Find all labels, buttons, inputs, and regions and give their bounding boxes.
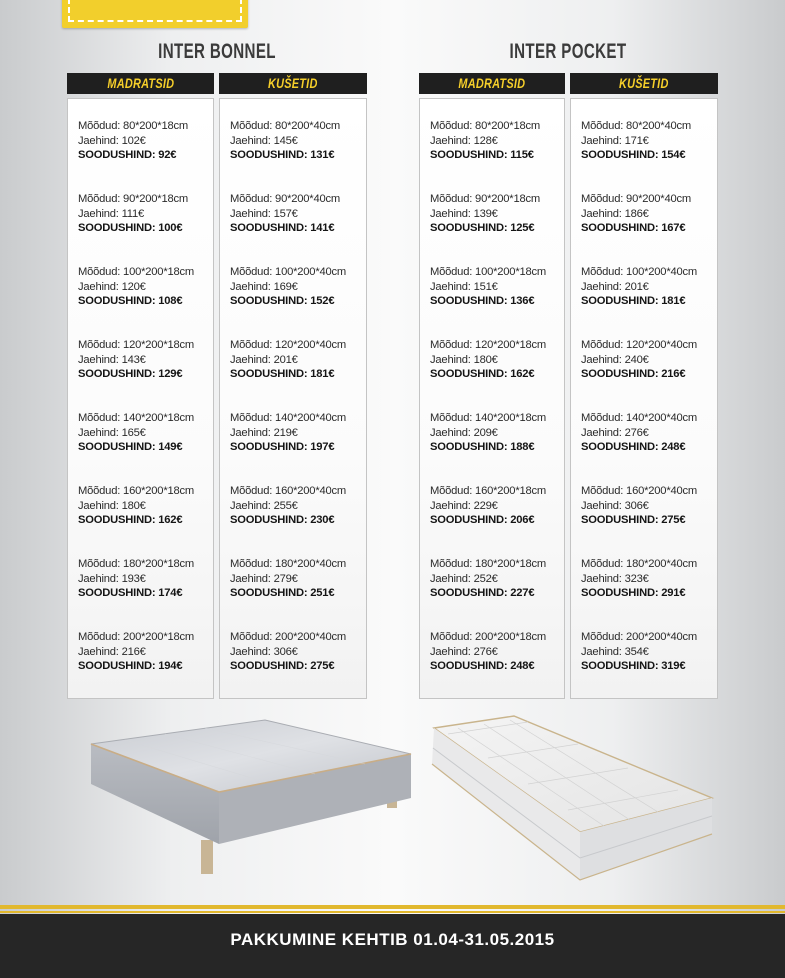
entry-size: Mõõdud: 160*200*18cm — [430, 485, 547, 497]
entry-sale-price: SOODUSHIND: 136€ — [430, 295, 535, 308]
entry-sale-price: SOODUSHIND: 206€ — [430, 514, 535, 527]
entry-size: Mõõdud: 100*200*18cm — [430, 266, 547, 278]
entry-sale-price: SOODUSHIND: 275€ — [230, 660, 335, 673]
footer-accent-line — [0, 905, 785, 909]
entry-sale-price: SOODUSHIND: 248€ — [581, 441, 686, 454]
entry-sale-price: SOODUSHIND: 115€ — [430, 149, 534, 162]
entry-size: Mõõdud: 160*200*18cm — [78, 485, 195, 497]
entry-sale-price: SOODUSHIND: 141€ — [230, 222, 335, 235]
entry-sale-price: SOODUSHIND: 167€ — [581, 222, 686, 235]
entry-sale-price: SOODUSHIND: 108€ — [78, 295, 183, 308]
price-entry — [430, 484, 570, 528]
entry-sale-price: SOODUSHIND: 174€ — [78, 587, 183, 600]
entry-sale-price: SOODUSHIND: 154€ — [581, 149, 686, 162]
entry-size: Mõõdud: 180*200*40cm — [581, 558, 698, 570]
entry-sale-price: SOODUSHIND: 251€ — [230, 587, 335, 600]
entry-regular-price: Jaehind: 165€ — [78, 426, 146, 439]
price-entry — [230, 265, 370, 309]
entry-sale-price: SOODUSHIND: 216€ — [581, 368, 686, 381]
price-entry — [581, 265, 721, 309]
entry-regular-price: Jaehind: 306€ — [230, 645, 298, 658]
entry-regular-price: Jaehind: 219€ — [230, 426, 298, 439]
price-entry — [230, 630, 370, 674]
price-entry — [230, 484, 370, 528]
entry-size: Mõõdud: 100*200*40cm — [581, 266, 698, 278]
entry-sale-price: SOODUSHIND: 194€ — [78, 660, 183, 673]
entry-sale-price: SOODUSHIND: 162€ — [430, 368, 535, 381]
entry-regular-price: Jaehind: 252€ — [430, 572, 498, 585]
price-entry — [78, 265, 218, 309]
entry-sale-price: SOODUSHIND: 92€ — [78, 149, 177, 162]
entry-size: Mõõdud: 160*200*40cm — [230, 485, 347, 497]
entry-regular-price: Jaehind: 180€ — [430, 353, 498, 366]
price-entry — [230, 557, 370, 601]
entry-regular-price: Jaehind: 186€ — [581, 207, 649, 220]
column-header-bonnel-kusetid: KUŠETID — [219, 73, 367, 94]
price-list-pocket-madratsid — [419, 98, 565, 699]
entry-sale-price: SOODUSHIND: 181€ — [581, 295, 686, 308]
entry-sale-price: SOODUSHIND: 100€ — [78, 222, 183, 235]
footer-accent-line-thin — [0, 911, 785, 913]
entry-size: Mõõdud: 140*200*18cm — [78, 412, 195, 424]
entry-regular-price: Jaehind: 111€ — [78, 207, 145, 220]
entry-size: Mõõdud: 120*200*40cm — [581, 339, 698, 351]
pocket-mattress-image — [428, 712, 718, 890]
entry-size: Mõõdud: 90*200*40cm — [230, 193, 341, 205]
price-entry — [230, 192, 370, 236]
price-entry — [581, 484, 721, 528]
price-entry — [230, 411, 370, 455]
price-entry — [430, 630, 570, 674]
entry-size: Mõõdud: 160*200*40cm — [581, 485, 698, 497]
offer-validity-banner: PAKKUMINE KEHTIB 01.04-31.05.2015 — [0, 914, 785, 978]
price-entry — [430, 557, 570, 601]
price-entry — [78, 630, 218, 674]
entry-size: Mõõdud: 120*200*18cm — [430, 339, 547, 351]
entry-sale-price: SOODUSHIND: 125€ — [430, 222, 535, 235]
column-header-pocket-madratsid: MADRATSID — [419, 73, 565, 94]
entry-regular-price: Jaehind: 139€ — [430, 207, 498, 220]
entry-regular-price: Jaehind: 102€ — [78, 134, 146, 147]
price-entry — [78, 484, 218, 528]
price-entry — [581, 192, 721, 236]
price-list-pocket-kusetid — [570, 98, 718, 699]
entry-size: Mõõdud: 80*200*40cm — [581, 120, 692, 132]
price-entry — [581, 557, 721, 601]
box-spring-bed-image — [85, 712, 420, 882]
price-entry — [430, 265, 570, 309]
price-entry — [581, 119, 721, 163]
price-entry — [78, 411, 218, 455]
entry-regular-price: Jaehind: 193€ — [78, 572, 146, 585]
entry-regular-price: Jaehind: 201€ — [581, 280, 649, 293]
price-entry — [430, 338, 570, 382]
entry-sale-price: SOODUSHIND: 131€ — [230, 149, 335, 162]
entry-size: Mõõdud: 90*200*18cm — [78, 193, 189, 205]
price-entry — [430, 411, 570, 455]
entry-sale-price: SOODUSHIND: 188€ — [430, 441, 535, 454]
entry-sale-price: SOODUSHIND: 181€ — [230, 368, 335, 381]
price-entry — [78, 119, 218, 163]
entry-sale-price: SOODUSHIND: 275€ — [581, 514, 686, 527]
entry-regular-price: Jaehind: 354€ — [581, 645, 649, 658]
entry-regular-price: Jaehind: 180€ — [78, 499, 146, 512]
price-entry — [78, 192, 218, 236]
entry-size: Mõõdud: 80*200*18cm — [430, 120, 541, 132]
entry-regular-price: Jaehind: 229€ — [430, 499, 498, 512]
entry-sale-price: SOODUSHIND: 230€ — [230, 514, 335, 527]
entry-sale-price: SOODUSHIND: 152€ — [230, 295, 335, 308]
section-title-inter-bonnel: INTER BONNEL — [158, 40, 276, 63]
price-list-bonnel-kusetid — [219, 98, 367, 699]
price-entry — [581, 630, 721, 674]
entry-sale-price: SOODUSHIND: 149€ — [78, 441, 183, 454]
entry-regular-price: Jaehind: 209€ — [430, 426, 498, 439]
price-entry — [230, 119, 370, 163]
entry-regular-price: Jaehind: 276€ — [430, 645, 498, 658]
entry-size: Mõõdud: 80*200*40cm — [230, 120, 341, 132]
entry-sale-price: SOODUSHIND: 291€ — [581, 587, 686, 600]
entry-regular-price: Jaehind: 255€ — [230, 499, 298, 512]
entry-size: Mõõdud: 140*200*40cm — [581, 412, 698, 424]
entry-regular-price: Jaehind: 201€ — [230, 353, 298, 366]
entry-size: Mõõdud: 100*200*18cm — [78, 266, 195, 278]
entry-size: Mõõdud: 180*200*18cm — [78, 558, 195, 570]
entry-size: Mõõdud: 140*200*18cm — [430, 412, 547, 424]
price-entry — [430, 192, 570, 236]
entry-size: Mõõdud: 180*200*40cm — [230, 558, 347, 570]
price-list-bonnel-madratsid — [67, 98, 214, 699]
entry-sale-price: SOODUSHIND: 129€ — [78, 368, 183, 381]
entry-regular-price: Jaehind: 151€ — [430, 280, 498, 293]
section-title-inter-pocket: INTER POCKET — [509, 40, 627, 63]
entry-regular-price: Jaehind: 306€ — [581, 499, 649, 512]
entry-size: Mõõdud: 80*200*18cm — [78, 120, 189, 132]
price-entry — [581, 338, 721, 382]
top-banner-tab — [62, 0, 248, 28]
column-header-bonnel-madratsid: MADRATSID — [67, 73, 214, 94]
entry-size: Mõõdud: 180*200*18cm — [430, 558, 547, 570]
entry-size: Mõõdud: 200*200*18cm — [78, 631, 195, 643]
entry-size: Mõõdud: 90*200*18cm — [430, 193, 541, 205]
entry-size: Mõõdud: 120*200*18cm — [78, 339, 195, 351]
entry-regular-price: Jaehind: 143€ — [78, 353, 146, 366]
entry-sale-price: SOODUSHIND: 227€ — [430, 587, 535, 600]
entry-size: Mõõdud: 120*200*40cm — [230, 339, 347, 351]
entry-sale-price: SOODUSHIND: 197€ — [230, 441, 335, 454]
entry-size: Mõõdud: 200*200*18cm — [430, 631, 547, 643]
entry-size: Mõõdud: 90*200*40cm — [581, 193, 692, 205]
entry-regular-price: Jaehind: 120€ — [78, 280, 146, 293]
entry-size: Mõõdud: 100*200*40cm — [230, 266, 347, 278]
price-entry — [78, 338, 218, 382]
entry-regular-price: Jaehind: 323€ — [581, 572, 649, 585]
price-entry — [581, 411, 721, 455]
entry-size: Mõõdud: 140*200*40cm — [230, 412, 347, 424]
entry-regular-price: Jaehind: 157€ — [230, 207, 298, 220]
column-header-pocket-kusetid: KUŠETID — [570, 73, 718, 94]
entry-regular-price: Jaehind: 145€ — [230, 134, 298, 147]
entry-sale-price: SOODUSHIND: 162€ — [78, 514, 183, 527]
entry-regular-price: Jaehind: 240€ — [581, 353, 649, 366]
price-entry — [78, 557, 218, 601]
entry-size: Mõõdud: 200*200*40cm — [581, 631, 698, 643]
entry-regular-price: Jaehind: 216€ — [78, 645, 146, 658]
entry-regular-price: Jaehind: 169€ — [230, 280, 298, 293]
entry-regular-price: Jaehind: 128€ — [430, 134, 498, 147]
entry-sale-price: SOODUSHIND: 248€ — [430, 660, 535, 673]
entry-regular-price: Jaehind: 171€ — [581, 134, 649, 147]
price-entry — [430, 119, 570, 163]
entry-sale-price: SOODUSHIND: 319€ — [581, 660, 686, 673]
entry-size: Mõõdud: 200*200*40cm — [230, 631, 347, 643]
entry-regular-price: Jaehind: 276€ — [581, 426, 649, 439]
price-entry — [230, 338, 370, 382]
entry-regular-price: Jaehind: 279€ — [230, 572, 298, 585]
